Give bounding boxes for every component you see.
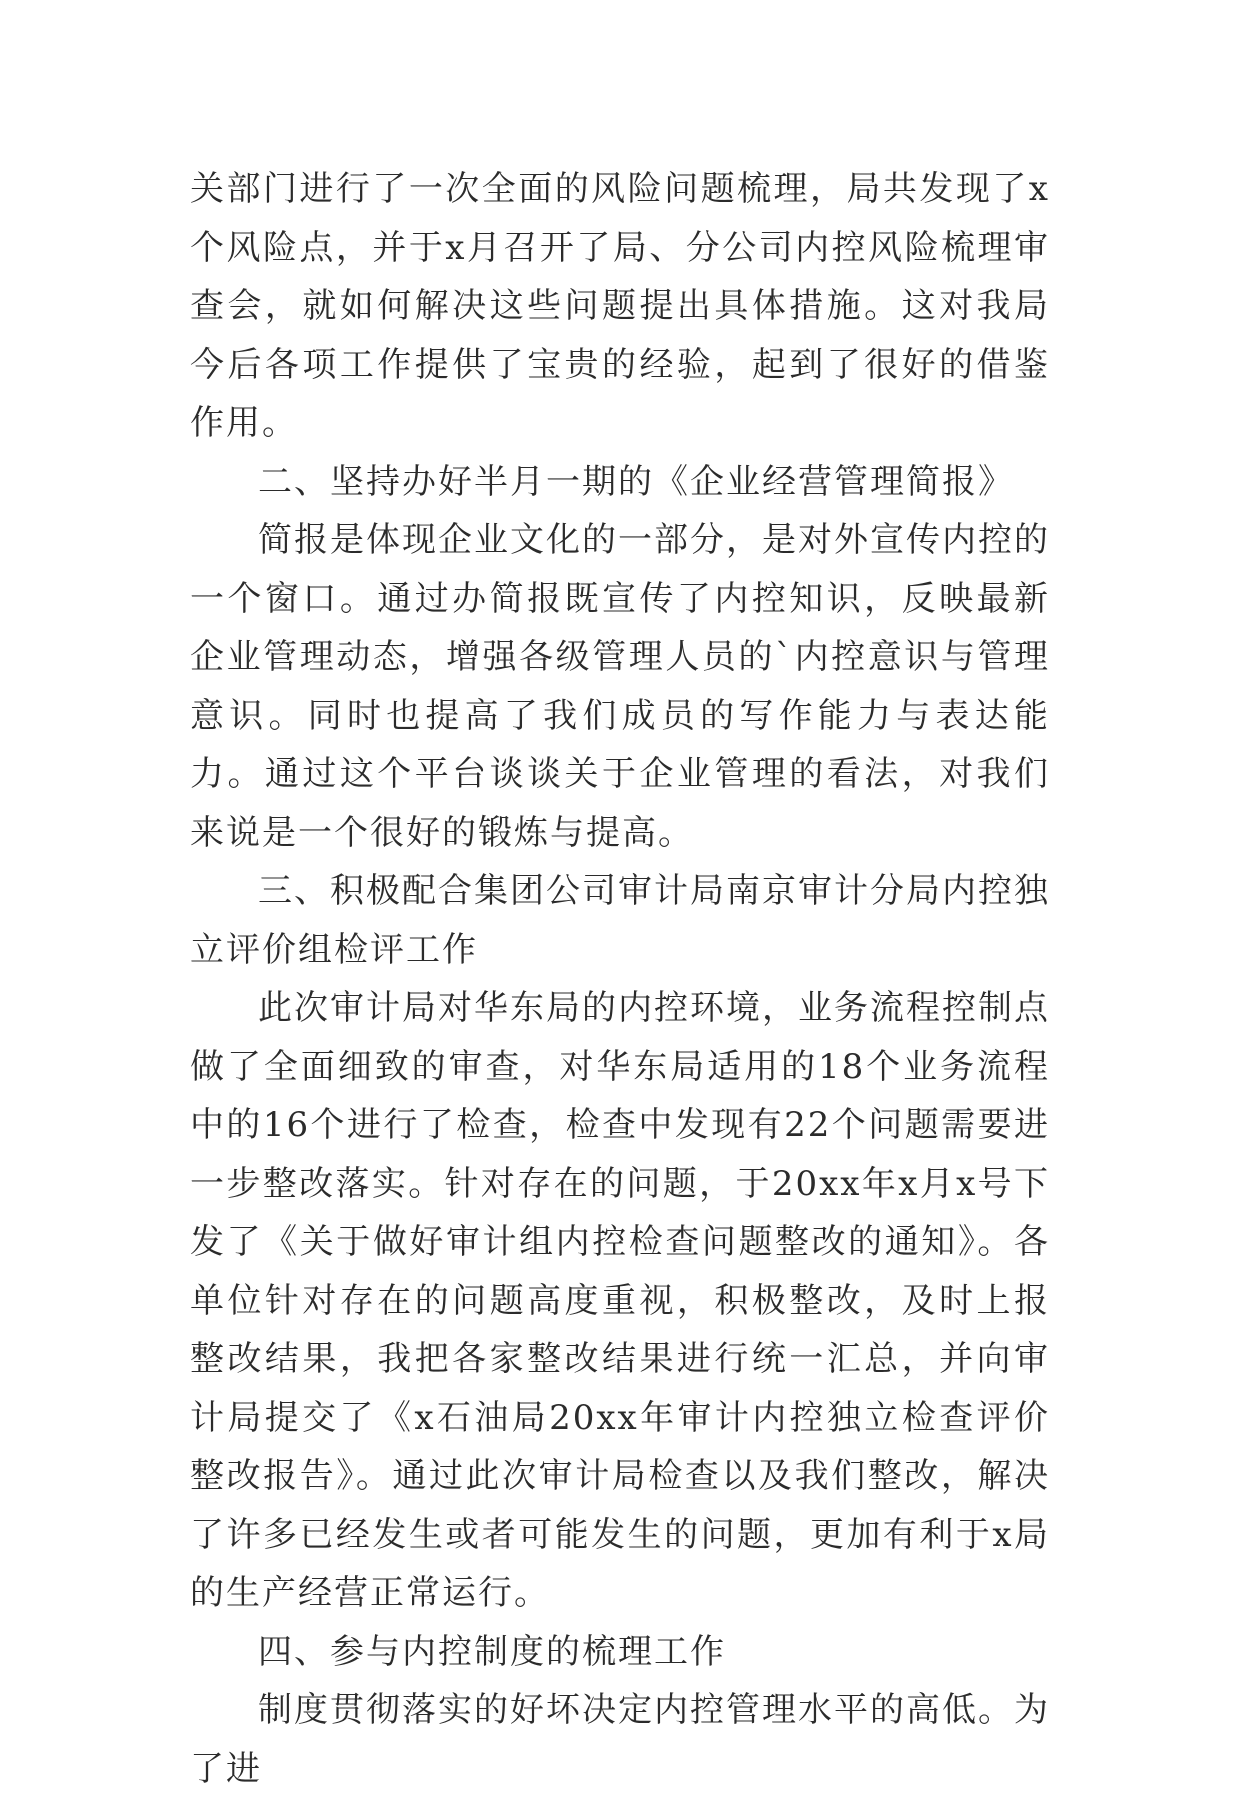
section-heading-3: 三、积极配合集团公司审计局南京审计分局内控独立评价组检评工作 xyxy=(190,871,1050,970)
section-heading-4: 四、参与内控制度的梳理工作 xyxy=(258,1631,726,1672)
paragraph-system-review: 制度贯彻落实的好坏决定内控管理水平的高低。为了进 xyxy=(190,1690,1050,1789)
paragraph-risk-review: 关部门进行了一次全面的风险问题梳理，局共发现了x个风险点，并于x月召开了局、分公司内控风险梳理审查会，就如何解决这些问题提出具体措施。这对我局今后各项工作提供了宝贵的经验，起到了很好的借鉴作用。 xyxy=(190,169,1050,443)
section-heading-2: 二、坚持办好半月一期的《企业经营管理简报》 xyxy=(258,461,1014,502)
document-body xyxy=(190,160,1050,1798)
paragraph-audit-review: 此次审计局对华东局的内控环境，业务流程控制点做了全面细致的审查，对华东局适用的18个业务流程中的16个进行了检查，检查中发现有22个问题需要进一步整改落实。针对存在的问题，于20xx年x月x号下发了《关于做好审计组内控检查问题整改的通知》。各单位针对存在的问题高度重视，积极整改，及时上报整改结果，我把各家整改结果进行统一汇总，并向审计局提交了《x石油局20xx年审计内控独立检查评价整改报告》。通过此次审计局检查以及我们整改，解决了许多已经发生或者可能发生的问题，更加有利于x局的生产经营正常运行。 xyxy=(190,988,1050,1613)
paragraph-briefing: 简报是体现企业文化的一部分，是对外宣传内控的一个窗口。通过办简报既宣传了内控知识，反映最新企业管理动态，增强各级管理人员的`内控意识与管理意识。同时也提高了我们成员的写作能力与表达能力。通过这个平台谈谈关于企业管理的看法，对我们来说是一个很好的锻炼与提高。 xyxy=(190,520,1050,853)
